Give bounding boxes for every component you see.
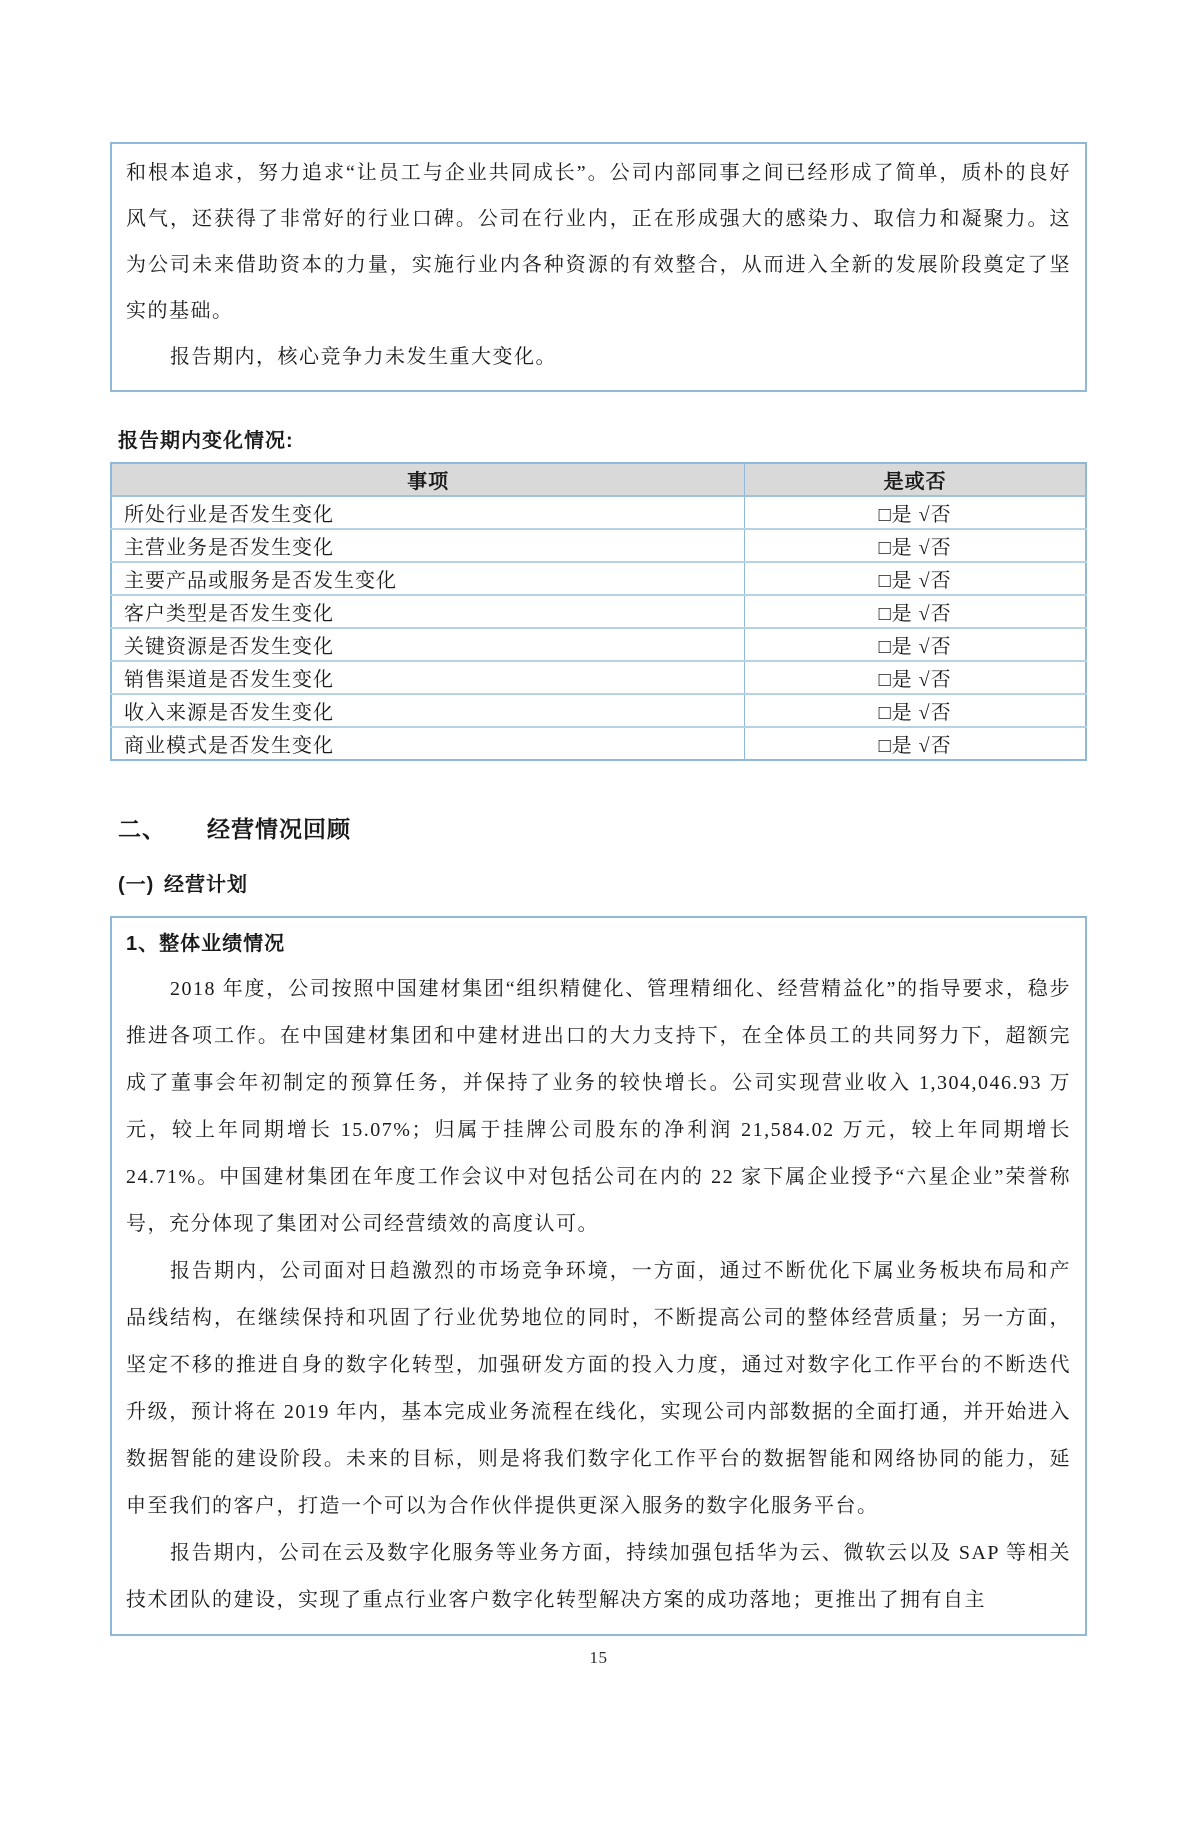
changes-section-heading: 报告期内变化情况: — [118, 430, 294, 452]
table-header-row — [111, 463, 1086, 496]
row-answer: □是 √否 — [745, 727, 1086, 760]
section-heading-operations-review — [110, 811, 1087, 844]
table-row — [111, 562, 1086, 595]
row-item-label: 销售渠道是否发生变化 — [111, 661, 745, 694]
column-header-item: 事项 — [111, 463, 745, 496]
row-answer: □是 √否 — [745, 562, 1086, 595]
row-item-label: 主营业务是否发生变化 — [111, 529, 745, 562]
row-item-label: 收入来源是否发生变化 — [111, 694, 745, 727]
table-row — [111, 628, 1086, 661]
page-number: 15 — [589, 1648, 608, 1667]
performance-paragraph: 报告期内，公司面对日趋激烈的市场竞争环境，一方面，通过不断优化下属业务板块布局和产品线结构，在继续保持和巩固了行业优势地位的同时，不断提高公司的整体经营质量；另一方面，坚定不移的推进自身的数字化转型，加强研发方面的投入力度，通过对数字化工作平台的不断迭代升级，预计将在 2019 年内，基本完成业务流程在线化，实现公司内部数据的全面打通，并开始进入数据智能的建设阶段。未来的目标，则是将我们数字化工作平台的数据智能和网络协同的能力，延申至我们的客户，打造一个可以为合作伙伴提供更深入服务的数字化服务平台。 — [126, 1260, 1071, 1517]
column-header-yes-or-no: 是或否 — [745, 463, 1086, 496]
subsection-heading-business-plan — [110, 868, 1087, 897]
row-answer: □是 √否 — [745, 496, 1086, 529]
row-item-label: 客户类型是否发生变化 — [111, 595, 745, 628]
subsection-title: 经营计划 — [164, 874, 248, 896]
changes-table — [110, 462, 1087, 761]
intro-paragraph-conclusion: 报告期内，核心竞争力未发生重大变化。 — [170, 346, 557, 368]
row-answer: □是 √否 — [745, 595, 1086, 628]
row-answer: □是 √否 — [745, 529, 1086, 562]
table-row — [111, 529, 1086, 562]
row-answer: □是 √否 — [745, 694, 1086, 727]
row-item-label: 主要产品或服务是否发生变化 — [111, 562, 745, 595]
overall-performance-box — [110, 916, 1087, 1636]
intro-paragraph: 和根本追求，努力追求“让员工与企业共同成长”。公司内部同事之间已经形成了简单，质朴的良好风气，还获得了非常好的行业口碑。公司在行业内，正在形成强大的感染力、取信力和凝聚力。这为公司未来借助资本的力量，实施行业内各种资源的有效整合，从而进入全新的发展阶段奠定了坚实的基础。 — [126, 162, 1071, 322]
row-item-label: 商业模式是否发生变化 — [111, 727, 745, 760]
table-row — [111, 727, 1086, 760]
row-item-label: 所处行业是否发生变化 — [111, 496, 745, 529]
row-answer: □是 √否 — [745, 628, 1086, 661]
section-number: 二、 — [118, 816, 166, 842]
performance-paragraph: 2018 年度，公司按照中国建材集团“组织精健化、管理精细化、经营精益化”的指导要求，稳步推进各项工作。在中国建材集团和中建材进出口的大力支持下，在全体员工的共同努力下，超额完成了董事会年初制定的预算任务，并保持了业务的较快增长。公司实现营业收入 1,304,046.93 万元，较上年同期增长 15.07%；归属于挂牌公司股东的净利润 21,584.02 万元，较上年同期增长 24.71%。中国建材集团在年度工作会议中对包括公司在内的 22 家下属企业授予“六星企业”荣誉称号，充分体现了集团对公司经营绩效的高度认可。 — [126, 978, 1071, 1235]
subsection-number: (一) — [118, 874, 155, 896]
row-answer: □是 √否 — [745, 661, 1086, 694]
performance-paragraph: 报告期内，公司在云及数字化服务等业务方面，持续加强包括华为云、微软云以及 SAP 等相关技术团队的建设，实现了重点行业客户数字化转型解决方案的成功落地；更推出了拥有自主 — [126, 1542, 1071, 1611]
report-page — [0, 142, 1200, 1839]
core-competitiveness-box — [110, 142, 1087, 392]
performance-box-title: 1、整体业绩情况 — [126, 933, 286, 955]
row-item-label: 关键资源是否发生变化 — [111, 628, 745, 661]
content-column — [110, 142, 1087, 1668]
table-row — [111, 595, 1086, 628]
table-row — [111, 694, 1086, 727]
table-row — [111, 661, 1086, 694]
section-title: 经营情况回顾 — [207, 816, 351, 842]
document-page — [0, 142, 1200, 1839]
table-row — [111, 496, 1086, 529]
